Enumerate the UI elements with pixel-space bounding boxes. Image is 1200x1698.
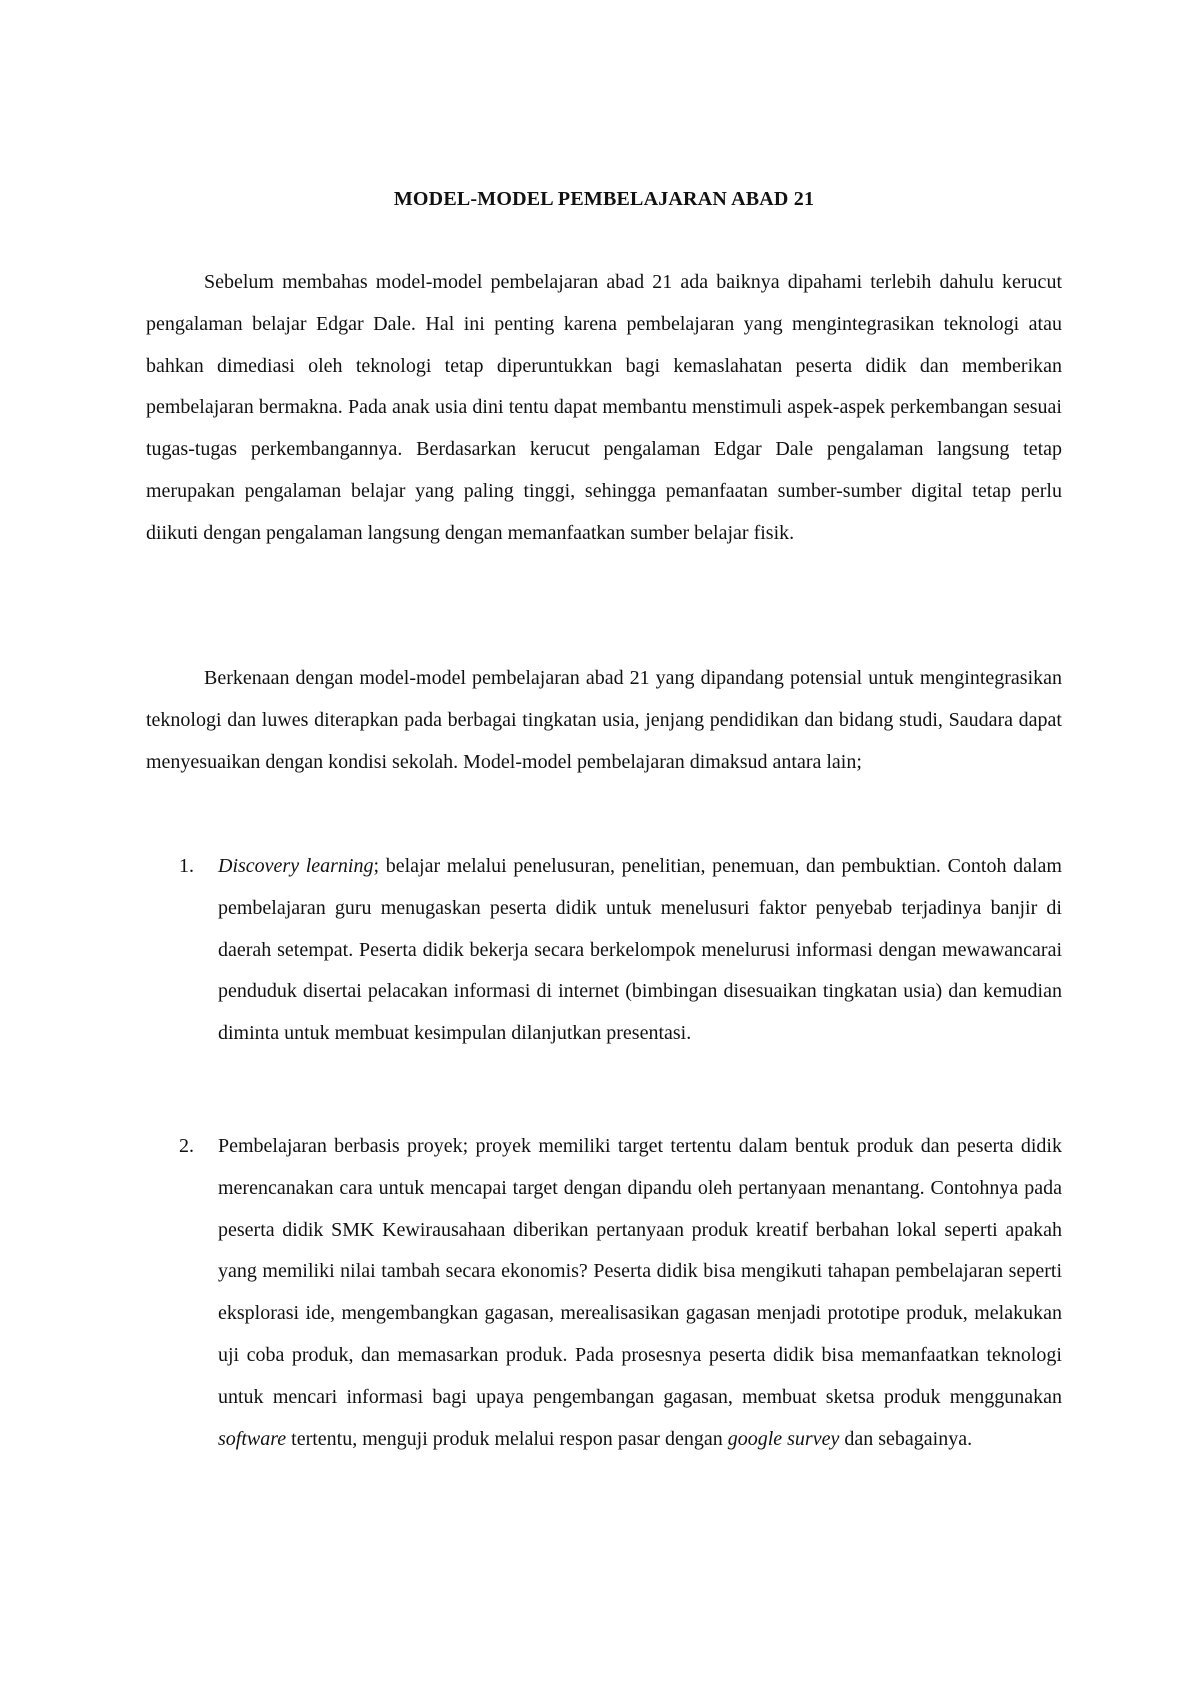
intro-paragraph: Sebelum membahas model-model pembelajaran abad 21 ada baiknya dipahami terlebih dahulu kerucut pengalaman belajar Edgar Dale. Hal ini penting karena pembelajaran yang mengintegrasikan teknologi atau bahkan dimediasi oleh teknologi tetap diperuntukkan bagi kemaslahatan peserta didik dan memberikan pembelajaran bermakna. Pada anak usia dini tentu dapat membantu menstimuli aspek-aspek perkembangan sesuai tugas-tugas perkembangannya. Berdasarkan kerucut pengalaman Edgar Dale pengalaman langsung tetap merupakan pengalaman belajar yang paling tinggi, sehingga pemanfaatan sumber-sumber digital tetap perlu diikuti dengan pengalaman langsung dengan memanfaatkan sumber belajar fisik.	[146, 271, 1062, 544]
list-item-number: 2.	[179, 1135, 194, 1157]
list-item-emphasis: google survey	[727, 1427, 840, 1450]
list-item-discovery-learning	[146, 846, 1062, 1055]
list-item-text: tertentu, menguji produk melalui respon pasar dengan	[286, 1427, 728, 1450]
list-item-project-based-learning	[146, 1126, 1062, 1460]
list-item-text: dan sebagainya.	[839, 1427, 973, 1450]
model-list	[146, 846, 1062, 1055]
list-item-text: ; belajar melalui penelusuran, penelitian, penemuan, dan pembuktian. Contoh dalam pembelajaran guru menugaskan peserta didik untuk menelusuri faktor penyebab terjadinya banjir di daerah setempat. Peserta didik bekerja secara berkelompok menelurusi informasi dengan mewawancarai penduduk disertai pelacakan informasi di internet (bimbingan disesuaikan tingkatan usia) dan kemudian diminta untuk membuat kesimpulan dilanjutkan presentasi.	[218, 855, 1062, 1045]
list-item-number: 1.	[179, 855, 194, 877]
list-item-emphasis: software	[218, 1427, 287, 1450]
list-item-term: Discovery learning	[218, 855, 374, 877]
list-item-text: Pembelajaran berbasis proyek; proyek memiliki target tertentu dalam bentuk produk dan peserta didik merencanakan cara untuk mencapai target dengan dipandu oleh pertanyaan menantang. Contohnya pada peserta didik SMK Kewirausahaan diberikan pertanyaan produk kreatif berbahan lokal seperti apakah yang memiliki nilai tambah secara ekonomis? Peserta didik bisa mengikuti tahapan pembelajaran seperti eksplorasi ide, mengembangkan gagasan, merealisasikan gagasan menjadi prototipe produk, melakukan uji coba produk, dan memasarkan produk. Pada prosesnya peserta didik bisa memanfaatkan teknologi untuk mencari informasi bagi upaya pengembangan gagasan, membuat sketsa produk menggunakan	[218, 1135, 1062, 1408]
models-intro-paragraph: Berkenaan dengan model-model pembelajaran abad 21 yang dipandang potensial untuk mengintegrasikan teknologi dan luwes diterapkan pada berbagai tingkatan usia, jenjang pendidikan dan bidang studi, Saudara dapat menyesuaikan dengan kondisi sekolah. Model-model pembelajaran dimaksud antara lain;	[146, 667, 1062, 773]
document-title: MODEL-MODEL PEMBELAJARAN ABAD 21	[393, 188, 815, 210]
model-list-continued	[146, 1126, 1062, 1460]
